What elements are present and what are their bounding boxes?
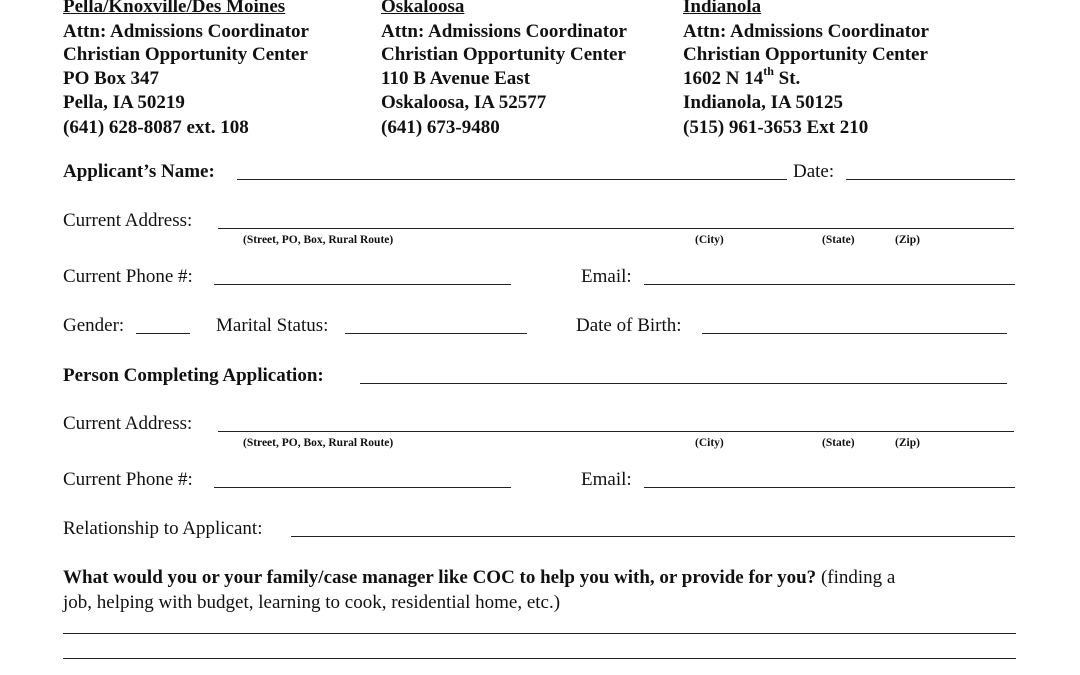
applicant-phone-label: Current Phone #: [63, 266, 193, 287]
applicant-name-field[interactable] [237, 179, 787, 180]
dob-label: Date of Birth: [576, 315, 682, 336]
office-phone: (515) 961-3653 Ext 210 [683, 117, 869, 138]
office-street: PO Box 347 [63, 68, 160, 89]
addr-hint-city: (City) [695, 234, 724, 246]
office-org: Christian Opportunity Center [63, 44, 308, 65]
addr-hint-zip: (Zip) [895, 437, 920, 449]
office-name: Pella/Knoxville/Des Moines [63, 0, 286, 17]
office-street: 110 B Avenue East [381, 68, 531, 89]
office-name: Oskaloosa [381, 0, 465, 17]
office-city: Indianola, IA 50125 [683, 92, 843, 113]
gender-field[interactable] [136, 333, 190, 334]
completer-email-label: Email: [581, 469, 632, 490]
dob-field[interactable] [702, 333, 1007, 334]
office-phone: (641) 673-9480 [381, 117, 500, 138]
completer-phone-label: Current Phone #: [63, 469, 193, 490]
applicant-email-label: Email: [581, 266, 632, 287]
applicant-address-field[interactable] [218, 228, 1014, 229]
completer-name-field[interactable] [360, 383, 1007, 384]
office-org: Christian Opportunity Center [683, 44, 928, 65]
applicant-phone-field[interactable] [214, 284, 511, 285]
applicant-address-label: Current Address: [63, 210, 193, 231]
date-field[interactable] [846, 179, 1015, 180]
addr-hint-street: (Street, PO, Box, Rural Route) [243, 437, 394, 449]
office-org: Christian Opportunity Center [381, 44, 626, 65]
date-label: Date: [793, 161, 835, 182]
office-attn: Attn: Admissions Coordinator [381, 21, 627, 42]
addr-hint-state: (State) [822, 234, 855, 246]
applicant-name-label: Applicant’s Name: [63, 161, 215, 182]
addr-hint-zip: (Zip) [895, 234, 920, 246]
gender-label: Gender: [63, 315, 125, 336]
addr-hint-city: (City) [695, 437, 724, 449]
marital-status-label: Marital Status: [216, 315, 329, 336]
office-attn: Attn: Admissions Coordinator [63, 21, 309, 42]
answer-line-2[interactable] [63, 658, 1016, 659]
question-line-1: What would you or your family/case manager like COC to help you with, or provide for you? (finding a [63, 567, 896, 588]
completer-email-field[interactable] [644, 487, 1015, 488]
relationship-field[interactable] [291, 536, 1015, 537]
marital-status-field[interactable] [345, 333, 527, 334]
relationship-label: Relationship to Applicant: [63, 518, 263, 539]
addr-hint-street: (Street, PO, Box, Rural Route) [243, 234, 394, 246]
office-attn: Attn: Admissions Coordinator [683, 21, 929, 42]
addr-hint-state: (State) [822, 437, 855, 449]
completer-address-label: Current Address: [63, 413, 193, 434]
completer-label: Person Completing Application: [63, 365, 324, 386]
applicant-email-field[interactable] [644, 284, 1015, 285]
office-name: Indianola [683, 0, 762, 17]
answer-line-1[interactable] [63, 633, 1016, 634]
question-line-2: job, helping with budget, learning to cook, residential home, etc.) [63, 592, 561, 613]
office-phone: (641) 628-8087 ext. 108 [63, 117, 249, 138]
office-street: 1602 N 14th St. [683, 63, 801, 89]
office-city: Oskaloosa, IA 52577 [381, 92, 547, 113]
office-city: Pella, IA 50219 [63, 92, 185, 113]
completer-address-field[interactable] [218, 431, 1014, 432]
completer-phone-field[interactable] [214, 487, 511, 488]
